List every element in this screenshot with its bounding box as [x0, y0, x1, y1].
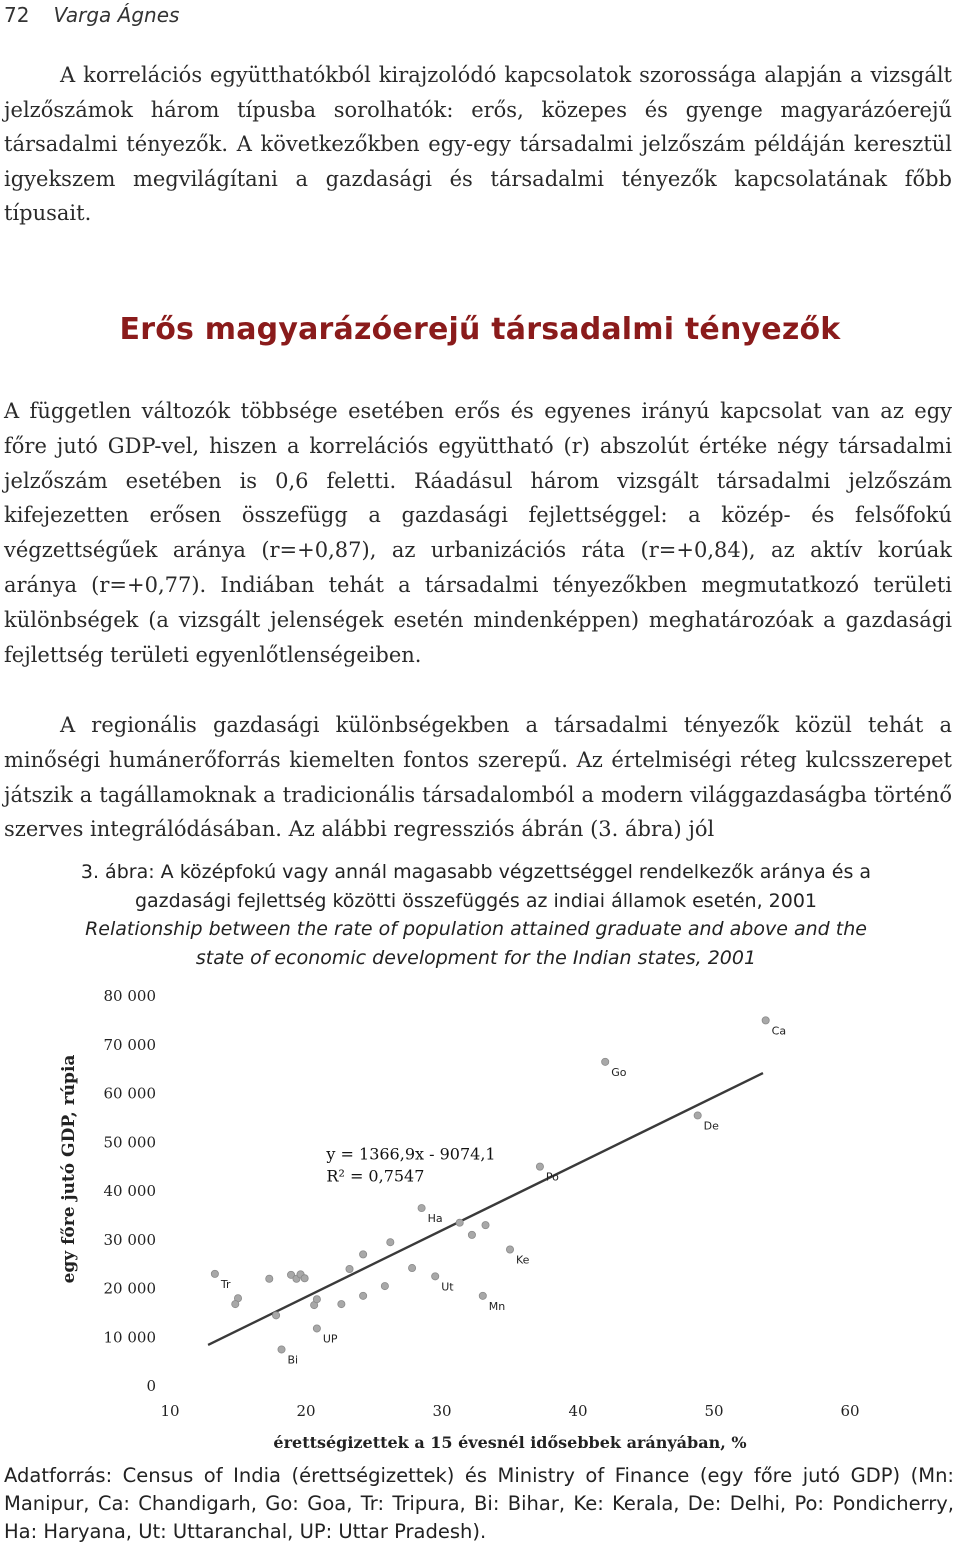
x-tick-label: 30 [432, 1402, 452, 1420]
data-label: Ke [516, 1253, 530, 1267]
data-label: UP [322, 1332, 338, 1346]
data-label: Mn [488, 1299, 506, 1313]
data-point [272, 1312, 279, 1319]
data-point [313, 1325, 320, 1332]
caption-en-line-2: state of economic development for the Indian states, 2001 [195, 946, 757, 969]
data-point [360, 1251, 367, 1258]
data-point [506, 1246, 513, 1253]
regression-equation: y = 1366,9x - 9074,1 [326, 1144, 496, 1164]
y-tick-label: 40 000 [103, 1182, 156, 1200]
data-label: Bi [287, 1353, 299, 1367]
r-squared-label: R² = 0,7547 [326, 1166, 425, 1186]
chart-svg [44, 980, 924, 1460]
data-point [211, 1270, 218, 1277]
figure-caption [4, 858, 948, 972]
caption-hu-line-1: 3. ábra: A középfokú vagy annál magasabb végzettséggel rendelkezők aránya és a [80, 861, 872, 883]
data-point [694, 1112, 701, 1119]
y-tick-label: 30 000 [103, 1230, 156, 1249]
data-point [468, 1231, 475, 1238]
data-point [313, 1296, 320, 1303]
page-number: 72 [4, 3, 30, 27]
x-tick-label: 40 [568, 1402, 588, 1420]
body-paragraph-1: A független változók többsége esetében erős és egyenes irányú kapcsolat van az egy főre jutó GDP-vel, hiszen a korrelációs együttható (r) abszolút értéke négy társadalmi jelzőszám esetében is 0,6 feletti. Ráadásul három vizsgált társadalmi jelzőszám kifejezetten erősen összefügg a gazdasági fejlettséggel: a közép- és felsőfokú végzettségűek aránya (r=+0,87), az urbanizációs ráta (r=+0,84), az aktív korúak aránya (r=+0,77). Indiában tehát a társadalmi tényezőkben megmutatkozó területi különbségek (a vizsgált jelenségek esetén mindenképpen) meghatározóak a gazdasági fejlettség területi egyenlőtlenségeiben. [4, 399, 952, 667]
body-paragraph-2: A regionális gazdasági különbségekben a társadalmi tényezők közül tehát a minőségi humánerőforrás kiemelten fontos szerepű. Az értelmiségi réteg kulcsszerepet játszik a tagállamoknak a tradicionális társadalomból a modern világgazdaságba történő szerves integrálódásában. Az alábbi regressziós ábrán (3. ábra) jól [4, 713, 952, 842]
data-point [346, 1265, 353, 1272]
data-point [278, 1346, 285, 1353]
data-point [482, 1222, 489, 1229]
data-label: Ca [771, 1024, 787, 1038]
y-tick-label: 0 [146, 1377, 156, 1395]
scatter-chart [44, 980, 924, 1460]
x-tick-label: 10 [160, 1402, 180, 1420]
data-label: Go [611, 1065, 627, 1079]
running-head [4, 2, 604, 28]
y-tick-label: 60 000 [103, 1084, 156, 1103]
data-point [387, 1239, 394, 1246]
x-tick-label: 20 [296, 1402, 316, 1420]
y-tick-label: 10 000 [103, 1328, 156, 1347]
y-tick-label: 20 000 [103, 1279, 156, 1298]
intro-paragraph: A korrelációs együtthatókból kirajzolódó kapcsolatok szorossága alapján a vizsgált jelzőszámok három típusba sorolhatók: erős, közepes és gyenge magyarázóerejű társadalmi tényezők. A következőkben egy-egy társadalmi jelzőszám példáján keresztül igyekszem megvilágítani a gazdasági és társadalmi tényezők kapcsolatának főbb típusait. [4, 63, 952, 225]
data-label: Po [545, 1170, 559, 1184]
data-point [381, 1282, 388, 1289]
figure-source: Adatforrás: Census of India (érettségizettek) és Ministry of Finance (egy főre jutó GDP) (Mn: Manipur, Ca: Chandigarh, Go: Goa, Tr: Tripura, Bi: Bihar, Ke: Kerala, De: Delhi, Po: Pondicherry, Ha: Haryana, Ut: Uttaranchal, UP: Uttar Pradesh). [4, 1464, 954, 1543]
data-point [418, 1204, 425, 1211]
data-point [602, 1058, 609, 1065]
data-point [232, 1301, 239, 1308]
y-axis-title: egy főre jutó GDP, rúpia [59, 1054, 79, 1284]
y-tick-label: 80 000 [103, 987, 156, 1005]
data-point [432, 1273, 439, 1280]
x-tick-label: 50 [704, 1402, 724, 1420]
y-tick-label: 50 000 [103, 1133, 156, 1152]
data-point [762, 1017, 769, 1024]
data-point [301, 1275, 308, 1282]
data-point [456, 1219, 463, 1226]
data-point [479, 1292, 486, 1299]
caption-hu-line-2: gazdasági fejlettség közötti összefüggés az indiai államok esetén, 2001 [134, 889, 818, 912]
x-axis-title: érettségizettek a 15 évesnél idősebbek arányában, % [273, 1433, 747, 1452]
data-label: De [703, 1119, 719, 1133]
x-tick-label: 60 [840, 1402, 860, 1420]
data-label: Ha [427, 1212, 443, 1226]
data-point [536, 1163, 543, 1170]
author-name: Varga Ágnes [53, 3, 180, 27]
data-label: Tr [220, 1277, 231, 1291]
data-point [360, 1292, 367, 1299]
data-point [266, 1275, 273, 1282]
section-heading: Erős magyarázóerejű társadalmi tényezők [119, 312, 841, 347]
trend-line [208, 1073, 763, 1345]
caption-en-line-1: Relationship between the rate of population attained graduate and above and the [85, 918, 867, 940]
data-point [408, 1264, 415, 1271]
data-label: Ut [441, 1280, 454, 1294]
data-point [338, 1301, 345, 1308]
y-tick-label: 70 000 [103, 1035, 156, 1054]
